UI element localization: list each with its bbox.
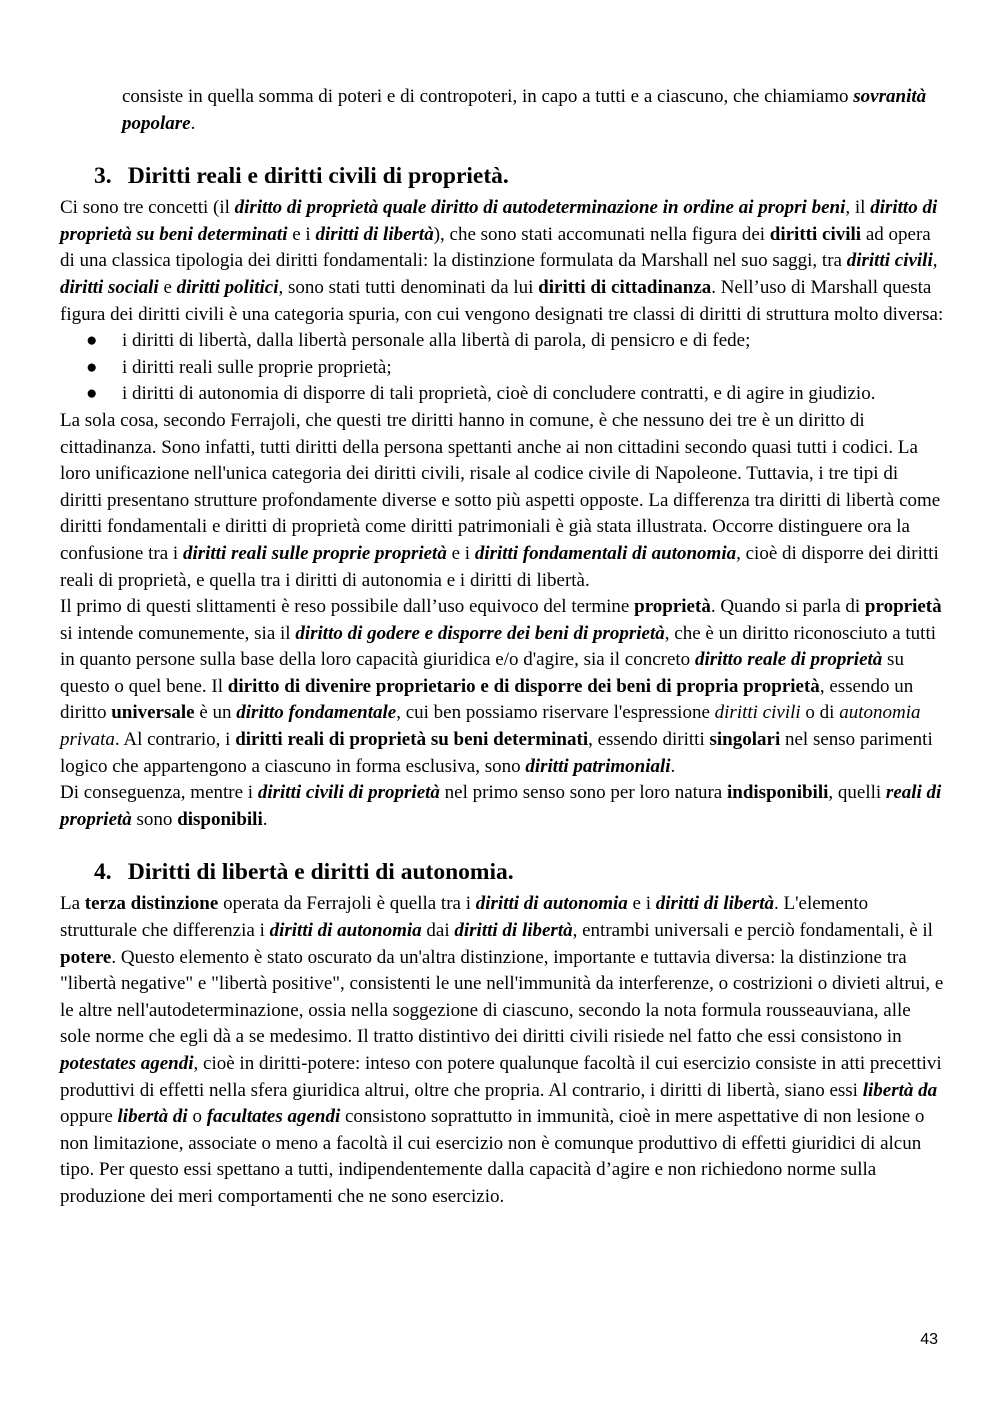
text-run: , cui ben possiamo riservare l'espressione — [396, 702, 715, 724]
section-3-paragraph-4 — [60, 780, 944, 833]
text-run: autonomia privata — [60, 702, 921, 751]
text-run: . — [190, 112, 196, 134]
text-run: diritti fondamentali di autonomia — [474, 542, 737, 564]
text-run: diritti civili di proprietà — [257, 782, 440, 804]
text-run: . Al contrario, i — [114, 729, 236, 751]
text-run: facultates agendi — [206, 1106, 341, 1128]
section-3-bullet-list — [60, 328, 944, 408]
text-run: è un — [194, 702, 237, 724]
text-run: e i — [627, 893, 656, 915]
text-run: potestates agendi — [60, 1053, 194, 1074]
text-run: diritti di libertà — [655, 893, 774, 915]
section-3-paragraph-2 — [60, 408, 944, 594]
text-run: singolari — [709, 729, 781, 751]
text-run: , quelli — [828, 782, 886, 804]
text-run: , essendo diritti — [588, 729, 710, 751]
text-run: proprietà — [864, 596, 942, 618]
text-run: e — [158, 276, 177, 298]
text-run: , che è un diritto riconosciuto a tutti in quanto persone sulla base della loro capacità giuridica e/o d'agire, sia il concreto — [60, 622, 936, 671]
text-run: proprietà — [634, 596, 711, 618]
text-run: ad opera di una classica tipologia dei diritti fondamentali: la distinzione formulata da Marshall nel suo saggi, tra — [60, 223, 931, 272]
section-3-paragraph-1 — [60, 195, 944, 328]
text-run: sovranità popolare — [122, 86, 927, 134]
text-run: diritti reali sulle proprie proprietà — [182, 542, 447, 564]
text-run: diritto di proprietà quale diritto di autodeterminazione in ordine ai propri beni — [234, 197, 846, 219]
section-3-number: 3. — [94, 163, 112, 190]
section-3-title: Diritti reali e diritti civili di proprietà. — [127, 163, 509, 190]
text-run: diritti di autonomia — [475, 893, 628, 915]
text-run: terza distinzione — [84, 893, 219, 915]
text-run: universale — [111, 702, 195, 724]
text-run: Il primo di questi slittamenti è reso possibile dall’uso equivoco del termine — [60, 596, 635, 618]
text-run: ), che sono stati accomunati nella figura dei — [433, 223, 770, 245]
text-run: diritti patrimoniali — [525, 755, 671, 777]
text-run: diritti di libertà — [315, 223, 434, 245]
bullet-dot-icon: ● — [86, 330, 98, 352]
text-run: La — [60, 893, 85, 915]
text-run: consiste in quella somma di poteri e di contropoteri, in capo a tutti e a ciascuno, che chiamiamo — [122, 86, 854, 107]
text-run: diritti reali di proprietà su beni determinati — [235, 729, 589, 751]
text-run: o — [187, 1106, 207, 1128]
text-run: disponibili — [177, 808, 263, 830]
text-run: , il — [845, 197, 871, 219]
bullet-item-1: ● i diritti di libertà, dalla libertà personale alla libertà di parola, di pensicro e di fede; — [60, 328, 944, 355]
text-run: oppure — [60, 1106, 118, 1128]
text-run: , cioè in diritti-potere: inteso con potere qualunque facoltà il cui esercizio consiste in atti precettivi produttivi di effetti nella sfera giuridica altrui, oltre che propria. Al contrario, i diritti di libertà, siano essi — [60, 1053, 942, 1101]
text-run: operata da Ferrajoli è quella tra i — [218, 893, 476, 915]
text-run: . — [262, 808, 268, 830]
bullet-dot-icon: ● — [86, 383, 98, 405]
text-run: indisponibili — [726, 782, 829, 804]
text-run: . L'elemento strutturale che differenzia i — [60, 893, 869, 942]
text-run: si intende comunemente, sia il — [60, 622, 296, 644]
text-run: . Nell’uso di Marshall questa figura dei diritti civili è una categoria spuria, con cui vengono designati tre classi di diritti di struttura molto diversa: — [60, 276, 944, 325]
text-run: nel primo senso sono per loro natura — [439, 782, 727, 804]
text-run: reali di proprietà — [60, 782, 942, 830]
text-run: diritti civili — [846, 250, 933, 272]
text-run: dai — [421, 920, 455, 942]
text-run: sono — [131, 808, 178, 830]
text-run: , sono stati tutti denominati da lui — [278, 276, 539, 298]
section-3-paragraph-3 — [60, 594, 944, 780]
text-run: diritti di autonomia — [269, 920, 422, 942]
text-run: e i — [287, 223, 316, 245]
text-run: diritti sociali — [60, 276, 159, 298]
text-run: su questo o quel bene. Il — [60, 649, 904, 697]
section-4-heading — [94, 857, 944, 887]
text-run: diritto reale di proprietà — [694, 649, 883, 671]
text-run: Ci sono tre concetti (il — [60, 197, 235, 219]
bullet-item-3: ● i diritti di autonomia di disporre di tali proprietà, cioè di concludere contratti, e di agire in giudizio. — [60, 381, 944, 408]
text-run: potere — [60, 946, 112, 968]
section-3-heading — [94, 161, 944, 191]
text-run: , cioè di disporre dei diritti reali di proprietà, e quella tra i diritti di autonomia e i diritti di libertà. — [60, 542, 939, 591]
text-run: diritto di godere e disporre dei beni di proprietà — [295, 622, 665, 644]
section-4-number: 4. — [94, 859, 112, 886]
section-4-paragraph-1 — [60, 891, 944, 1210]
text-run: . — [670, 755, 676, 777]
text-run: diritto di proprietà su beni determinati — [60, 197, 938, 245]
bullet-item-2: ● i diritti reali sulle proprie proprietà; — [60, 355, 944, 382]
text-run: diritti di cittadinanza — [538, 276, 712, 298]
text-run: . Quando si parla di — [710, 596, 865, 618]
text-run: o di — [800, 702, 840, 724]
page-content — [60, 84, 944, 1211]
text-run: , essendo un diritto — [60, 675, 914, 724]
text-run: Di conseguenza, mentre i — [60, 782, 258, 804]
text-run: diritti civili — [769, 223, 862, 245]
text-run: diritti civili — [714, 702, 801, 724]
section-4-title: Diritti di libertà e diritti di autonomia. — [127, 859, 514, 886]
text-run: . Questo elemento è stato oscurato da un'altra distinzione, importante e tuttavia diversa: la distinzione tra "libertà negative" e "libertà positive", consistenti le une nell'immunità da interferenze, o costrizioni o divieti altrui, e le altre nell'autodeterminazione, ossia nella soggezione di ciascuno, secondo la nota formula rousseauviana, alle sole norme che egli dà a se medesimo. Il tratto distintivo dei diritti civili risiede nel fatto che essi consistono in — [60, 946, 944, 1048]
text-run: e i — [446, 542, 475, 564]
intro-paragraph — [122, 84, 944, 137]
text-run: diritti di libertà — [454, 920, 573, 942]
bullet-dot-icon: ● — [86, 356, 98, 378]
text-run: diritti politici — [176, 276, 279, 298]
text-run: , — [932, 250, 938, 272]
text-run: La sola cosa, secondo Ferrajoli, che questi tre diritti hanno in comune, è che nessuno dei tre è un diritto di cittadinanza. Sono infatti, tutti diritti della persona spettanti anche ai non cittadini secondo quasi tutti i codici. La loro unificazione nell'unica categoria dei diritti civili, risale al codice civile di Napoleone. Tuttavia, i tre tipi di diritti presentano strutture profondamente diverse e sotto più aspetti opposte. La differenza tra diritti di libertà come diritti fondamentali e diritti di proprietà come diritti patrimoniali è già stata illustrata. Occorre distinguere ora la confusione tra i — [60, 409, 941, 564]
text-run: diritto fondamentale — [236, 702, 397, 724]
text-run: nel senso parimenti logico che appartengono a ciascuno in forma esclusiva, sono — [60, 729, 933, 777]
text-run: consistono soprattutto in immunità, cioè in mere aspettative di non lesione o non limitazione, associate o meno a facoltà il cui esercizio non è comunque produttivo di effetti giuridici di alcun tipo. Per questo essi spettano a tutti, indipendentemente dalla capacità d’agire e non richiedono norme sulla produzione dei meri comportamenti che ne sono esercizio. — [60, 1106, 925, 1207]
text-run: libertà da — [862, 1079, 938, 1101]
text-run: diritto di divenire proprietario e di disporre dei beni di propria proprietà — [227, 675, 820, 697]
text-run: libertà di — [117, 1106, 188, 1128]
text-run: , entrambi universali e perciò fondamentali, è il — [572, 920, 933, 942]
page-number: 43 — [920, 1331, 938, 1348]
